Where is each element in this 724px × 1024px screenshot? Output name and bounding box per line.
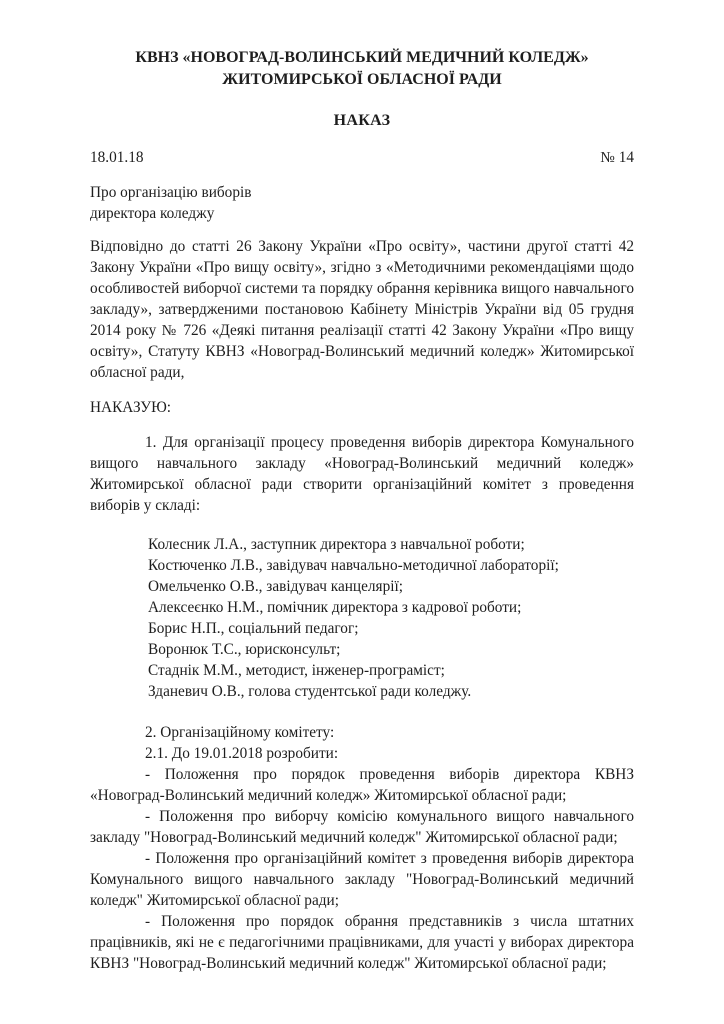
- organization-name: [90, 47, 634, 91]
- committee-member: Алексеєнко Н.М., помічник директора з кадрової роботи;: [148, 599, 522, 616]
- committee-member: Колесник Л.А., заступник директора з навчальної роботи;: [148, 536, 525, 553]
- provision-item: - Положення про організаційний комітет з проведення виборів директора Комунального вищого навчального закладу "Новоград-Волинський медичний коледж" Житомирської обласної ради;: [90, 850, 634, 909]
- item-1-paragraph: 1. Для організації процесу проведення виборів директора Комунального вищого навчального закладу «Новоград-Волинський медичний коледж» Житомирської обласної ради створити організаційний комітет з проведення виборів у складі:: [90, 434, 634, 514]
- document-type-title: НАКАЗ: [333, 112, 391, 129]
- section-2: [90, 722, 634, 974]
- committee-list: [90, 534, 634, 702]
- provision-item: - Положення про порядок проведення виборів директора КВНЗ «Новоград-Волинський медичний коледж» Житомирської обласної ради;: [90, 766, 634, 804]
- committee-member: Костюченко Л.В., завідувач навчально-методичної лабораторії;: [148, 557, 559, 574]
- item-2-1-heading: 2.1. До 19.01.2018 розробити:: [145, 745, 339, 762]
- subject-line2: директора коледжу: [90, 205, 215, 222]
- subject-line1: Про організацію виборів: [90, 184, 252, 201]
- provision-item: - Положення про виборчу комісію комунального вищого навчального закладу "Новоград-Волинський медичний коледж" Житомирської обласної ради;: [90, 808, 634, 846]
- org-name-line1: КВНЗ «НОВОГРАД-ВОЛИНСЬКИЙ МЕДИЧНИЙ КОЛЕДЖ»: [135, 49, 589, 66]
- preamble-paragraph: Відповідно до статті 26 Закону України «Про освіту», частини другої статті 42 Закону України «Про вищу освіту», згідно з «Методичними рекомендаціями щодо особливостей виборчої системи та порядку обрання керівника вищого навчального закладу», затвердженими постановою Кабінету Міністрів України від 05 грудня 2014 року № 726 «Деякі питання реалізації статті 42 Закону України «Про вищу освіту», Статуту КВНЗ «Новоград-Волинський медичний коледж» Житомирської обласної ради,: [90, 238, 634, 381]
- committee-member: Борис Н.П., соціальний педагог;: [148, 620, 359, 637]
- provision-item: - Положення про порядок обрання представників з числа штатних працівників, які не є педагогічними працівниками, для участі у виборах директора КВНЗ "Новоград-Волинський медичний коледж" Житомирської обласної ради;: [90, 913, 634, 972]
- item-2-heading: 2. Організаційному комітету:: [145, 724, 335, 741]
- document-number: № 14: [600, 149, 634, 166]
- order-word: НАКАЗУЮ:: [90, 399, 172, 416]
- committee-member: Воронюк Т.С., юрисконсульт;: [148, 641, 341, 658]
- document-subject: [90, 182, 634, 224]
- committee-member: Омельченко О.В., завідувач канцелярії;: [148, 578, 403, 595]
- document-date: 18.01.18: [90, 149, 144, 166]
- committee-member: Стаднік М.М., методист, інженер-програміст;: [148, 662, 445, 679]
- date-number-row: [90, 147, 634, 168]
- org-name-line2: ЖИТОМИРСЬКОЇ ОБЛАСНОЇ РАДИ: [222, 71, 502, 88]
- committee-member: Зданевич О.В., голова студентської ради коледжу.: [148, 683, 472, 700]
